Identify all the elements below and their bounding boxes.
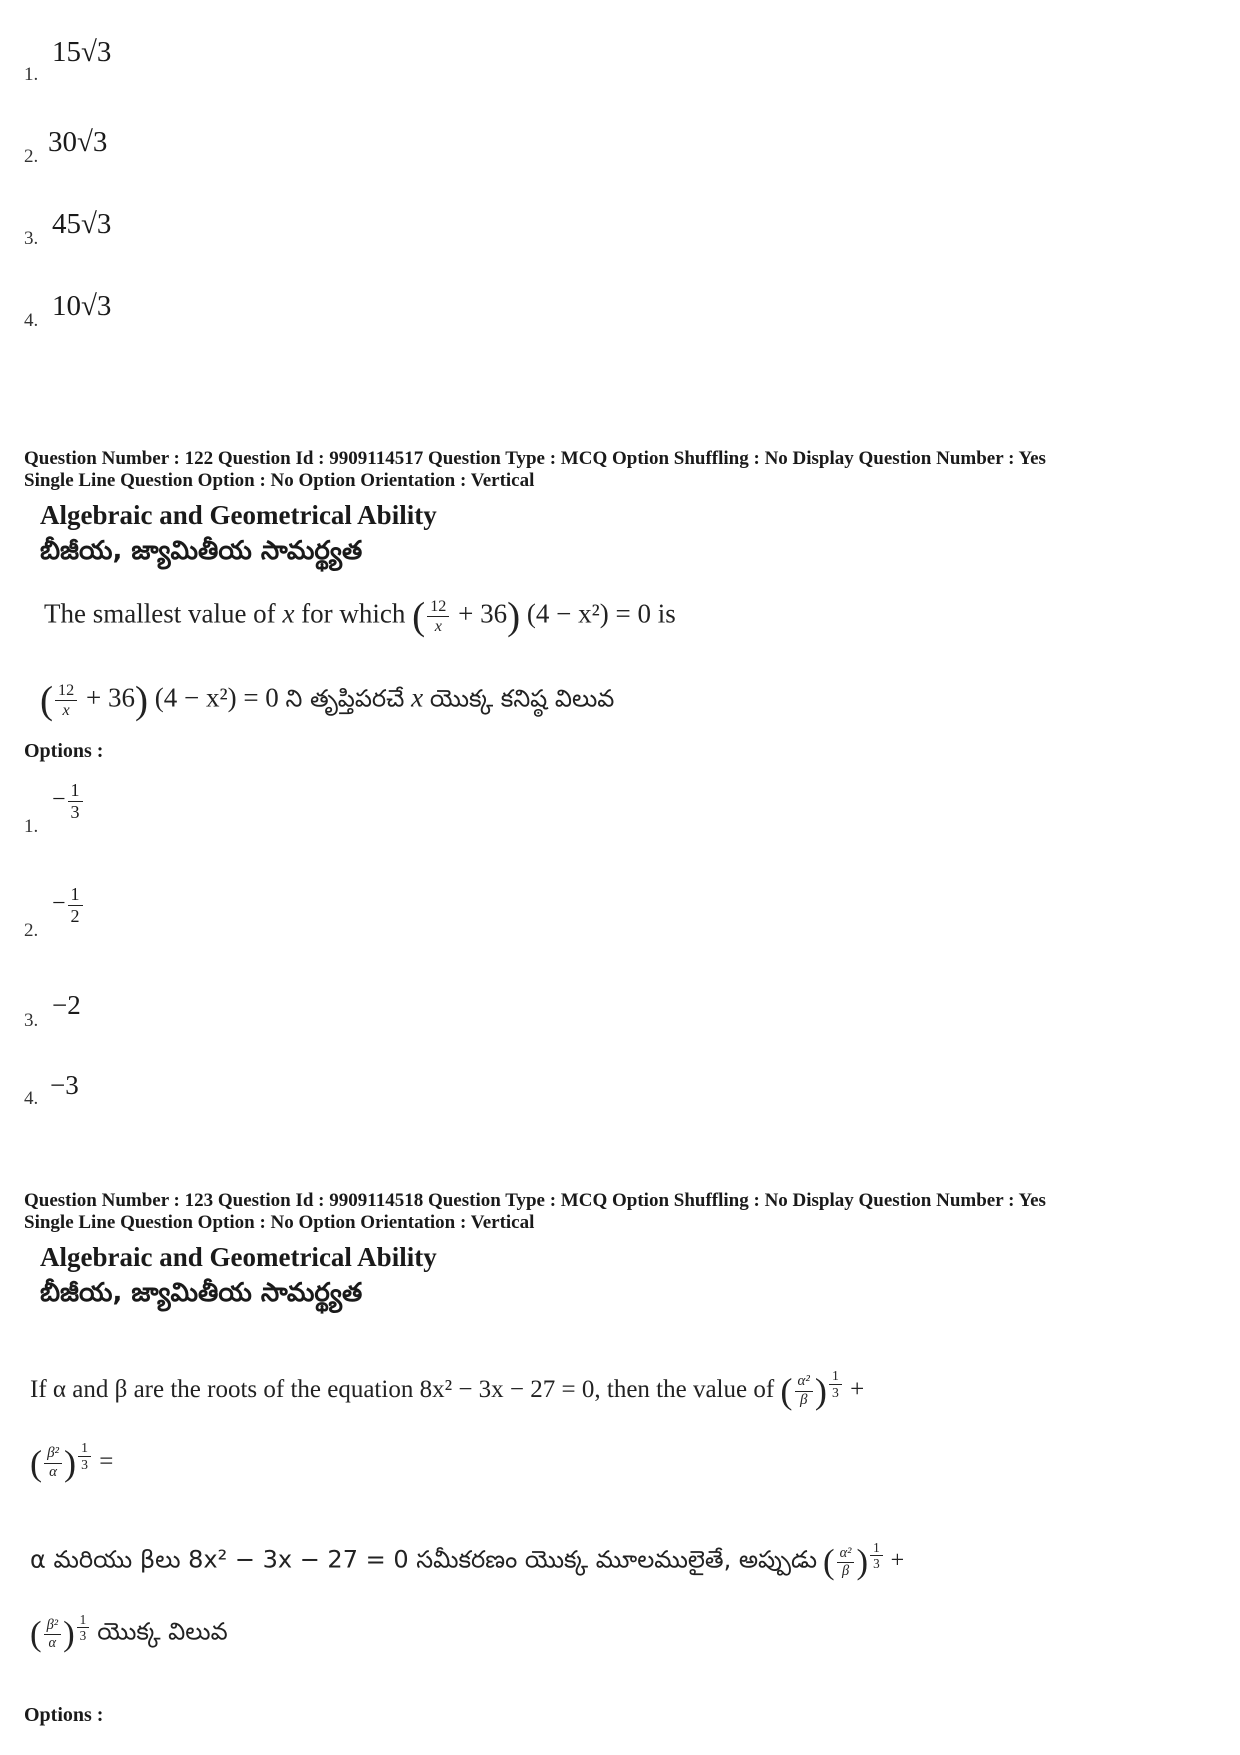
expr-plus: + 36 xyxy=(85,682,135,713)
telugu-text: ని తృప్తిపరచే xyxy=(285,684,405,713)
option-number: 2. xyxy=(24,920,39,941)
option-number: 2. xyxy=(24,146,39,167)
variable: x xyxy=(411,682,424,713)
option-number: 3. xyxy=(24,228,39,249)
telugu-text: యొక్క విలువ xyxy=(97,1617,228,1646)
question-meta-line2: Single Line Question Option : No Option Orientation : Vertical xyxy=(24,470,535,491)
subject-english: Algebraic and Geometrical Ability xyxy=(40,500,437,530)
question-meta-line1: Question Number : 123 Question Id : 9909114518 Question Type : MCQ Option Shuffling : No Display Question Number : Yes xyxy=(24,1190,1046,1211)
text: is xyxy=(657,598,676,629)
options-label: Options : xyxy=(24,740,104,762)
question-text-english-line2: ( $\frac{\text{β²}}{\alpha}$ ) $^{\frac{1}{3}}$ = xyxy=(30,1440,114,1484)
question-text-english: The smallest value of x for which ( $\frac{12}{x}$ + 36) (4 − x²) = 0 is xyxy=(44,595,676,638)
option-number: 1. xyxy=(24,816,39,837)
option-value[interactable]: −3 xyxy=(50,1070,79,1100)
expr-plus: + 36 xyxy=(458,598,508,629)
question-text-telugu: ( $\frac{12}{x}$ + 36) (4 − x²) = 0 ని తృప్తిపరచే x యొక్క కనిష్ఠ విలువ xyxy=(40,679,615,722)
fraction: $\frac{12}{x}$ xyxy=(427,597,449,635)
option-value[interactable]: − $\frac{1}{3}$ xyxy=(52,780,85,822)
subject-telugu: బీజీయ, జ్యామితీయ సామర్థ్యత xyxy=(40,536,363,566)
options-label: Options : xyxy=(24,1704,104,1726)
question-text-english-line1: If α and β are the roots of the equation 8x² − 3x − 27 = 0, then the value of ( $\frac{\text{α²}}{\beta}$ ) $^{\frac{1}{3}}$ + xyxy=(30,1368,865,1412)
option-value[interactable]: 10√3 xyxy=(52,290,112,322)
text: The smallest value of xyxy=(44,598,276,629)
option-value[interactable]: − $\frac{1}{2}$ xyxy=(52,884,85,926)
expr-rest: (4 − x²) = 0 xyxy=(154,682,279,713)
telugu-text: α మరియు βలు 8x² − 3x − 27 = 0 సమీకరణం యొక్క మూలములైతే, అప్పుడు xyxy=(30,1545,818,1574)
fraction: $\frac{12}{x}$ xyxy=(55,681,77,719)
option-value[interactable]: 15√3 xyxy=(52,36,112,68)
option-number: 4. xyxy=(24,1088,39,1109)
text: If α and β are the roots of the equation 8x² − 3x − 27 = 0, then the value of xyxy=(30,1375,775,1403)
option-value[interactable]: −2 xyxy=(52,990,81,1020)
text: for which xyxy=(301,598,406,629)
option-number: 1. xyxy=(24,64,39,85)
variable: x xyxy=(282,598,295,629)
expr-rest: (4 − x²) = 0 xyxy=(526,598,651,629)
question-text-telugu-line1: α మరియు βలు 8x² − 3x − 27 = 0 సమీకరణం యొక్క మూలములైతే, అప్పుడు ( $\frac{\text{α²}}{\beta}$ ) $^{\frac{1}{3}}$ + xyxy=(30,1540,905,1582)
option-number: 4. xyxy=(24,310,39,331)
telugu-text: యొక్క కనిష్ఠ విలువ xyxy=(429,684,615,713)
question-text-telugu-line2: ( $\frac{\text{β²}}{\alpha}$ ) $^{\frac{1}{3}}$ యొక్క విలువ xyxy=(30,1612,228,1654)
option-value[interactable]: 45√3 xyxy=(52,208,112,240)
question-meta-line2: Single Line Question Option : No Option Orientation : Vertical xyxy=(24,1212,535,1233)
subject-telugu: బీజీయ, జ్యామితీయ సామర్థ్యత xyxy=(40,1278,363,1308)
option-value[interactable]: 30√3 xyxy=(48,126,108,158)
subject-english: Algebraic and Geometrical Ability xyxy=(40,1242,437,1272)
question-meta-line1: Question Number : 122 Question Id : 9909114517 Question Type : MCQ Option Shuffling : No Display Question Number : Yes xyxy=(24,448,1046,469)
option-number: 3. xyxy=(24,1010,39,1031)
